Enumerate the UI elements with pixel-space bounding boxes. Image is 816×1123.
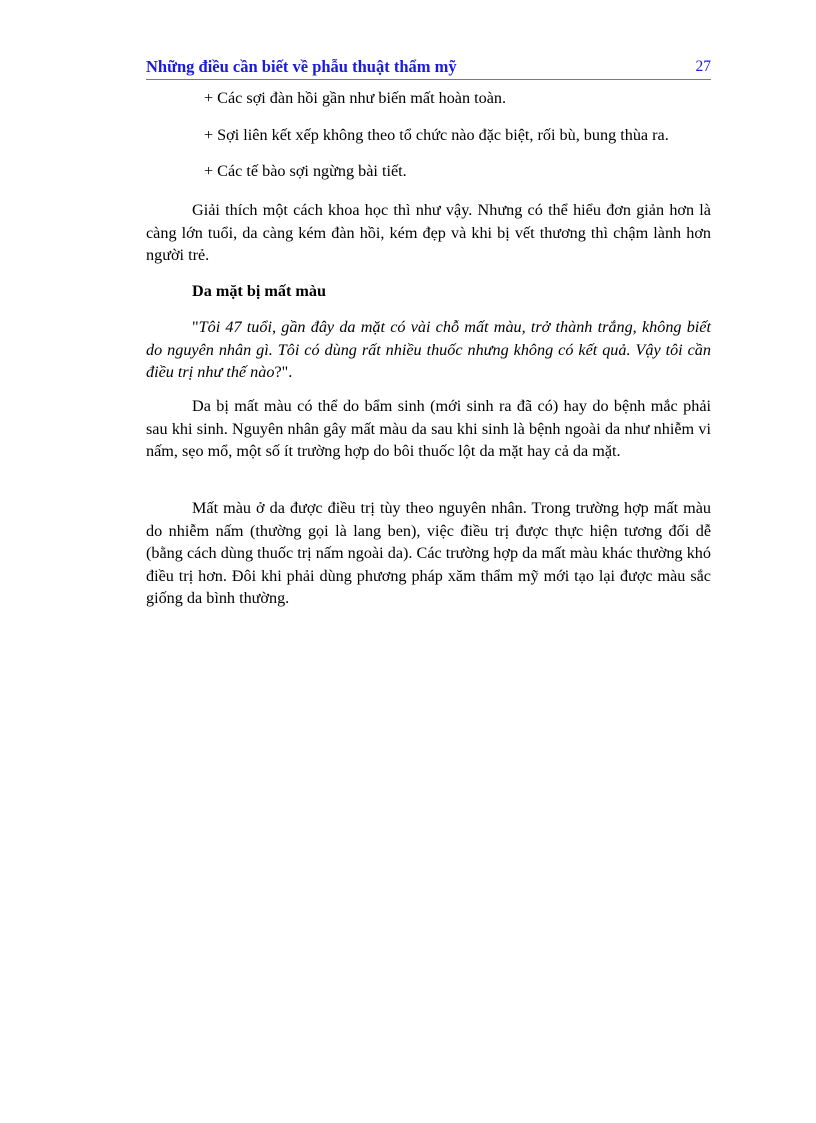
section-heading: Da mặt bị mất màu [192, 282, 326, 300]
paragraph: Mất màu ở da được điều trị tùy theo nguyên nhân. Trong trường hợp mất màu do nhiễm nấm (thường gọi là lang ben), việc điều trị được thực hiện tương đối dễ (bằng cách dùng thuốc trị nấm ngoài da). Các trường hợp da mất màu khác thường khó điều trị hơn. Đôi khi phải dùng phương pháp xăm thẩm mỹ mới tạo lại được màu sắc giống da bình thường. [146, 499, 711, 607]
bullet-item: + Sợi liên kết xếp không theo tổ chức nào đặc biệt, rối bù, bung thùa ra. [204, 126, 669, 144]
paragraph: Da bị mất màu có thể do bẩm sinh (mới sinh ra đã có) hay do bệnh mắc phải sau khi sinh. Nguyên nhân gây mất màu da sau khi sinh là bệnh ngoài da như nhiễm vi nấm, sẹo mổ, một số ít trường hợp do bôi thuốc lột da mặt hay cả da mặt. [146, 397, 711, 460]
bullet-item: + Các sợi đàn hồi gần như biến mất hoàn toàn. [204, 89, 507, 107]
paragraph: Giải thích một cách khoa học thì như vậy. Nhưng có thể hiểu đơn giản hơn là càng lớn tuổi, da càng kém đàn hồi, kém đẹp và khi bị vết thương thì chậm lành hơn người trẻ. [146, 201, 711, 264]
quote-close: ?". [274, 363, 293, 381]
header-title: Những điều cần biết về phẫu thuật thẩm mỹ [146, 57, 457, 76]
page-number: 27 [695, 58, 711, 75]
bullet-item: + Các tế bào sợi ngừng bài tiết. [204, 162, 407, 180]
quote-paragraph [146, 316, 711, 384]
quote-text: Tôi 47 tuổi, gần đây da mặt có vài chỗ mất màu, trở thành trắng, không biết do nguyên nhân gì. Tôi có dùng rất nhiều thuốc nhưng không có kết quả. Vậy tôi cần điều trị như thế nào [146, 318, 711, 381]
running-header [146, 57, 711, 80]
quote-open: " [192, 318, 199, 336]
